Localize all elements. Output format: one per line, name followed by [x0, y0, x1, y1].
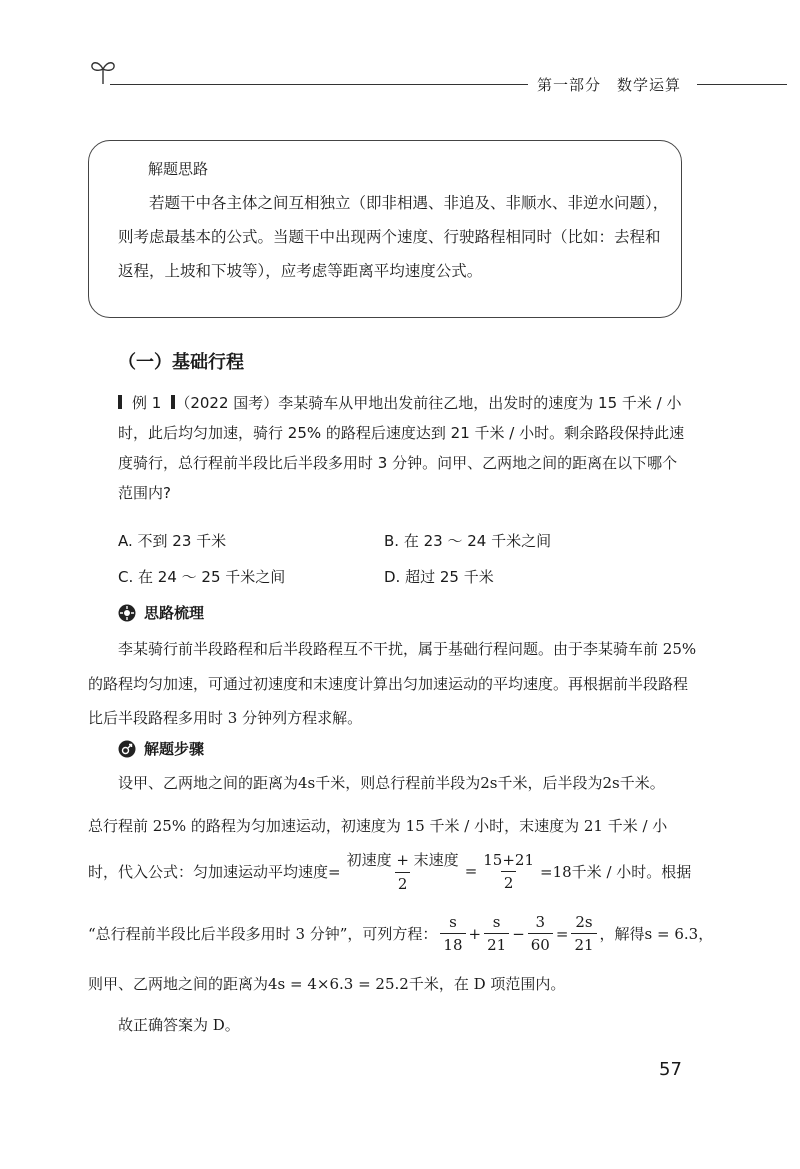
solution-icon — [118, 740, 136, 758]
fraction-denominator: 18 — [440, 933, 465, 954]
sprout-icon — [88, 56, 118, 86]
analysis-heading: 思路梳理 — [144, 604, 205, 622]
fraction-denominator: 2 — [501, 871, 517, 892]
solution-line-3-suffix: =18千米 / 小时。根据 — [540, 862, 692, 881]
header-rule-left — [110, 84, 528, 85]
equals-sign: = — [464, 862, 478, 880]
analysis-heading-row — [118, 602, 204, 623]
fraction-s-over-18 — [440, 913, 465, 954]
option-d: D. 超过 25 千米 — [384, 568, 494, 586]
solution-heading: 解题步骤 — [144, 740, 205, 758]
solution-line-2: 总行程前 25% 的路程为匀加速运动，初速度为 15 千米 / 小时，末速度为 21 千米 / 小 — [88, 817, 668, 835]
fraction-numeric — [480, 851, 537, 892]
fraction-numerator: 初速度 + 末速度 — [346, 851, 459, 869]
fraction-denominator: 2 — [395, 872, 411, 893]
page-number: 57 — [659, 1059, 682, 1080]
plus-sign: + — [468, 924, 482, 943]
solution-line-3-prefix: 时，代入公式：匀加速运动平均速度= — [88, 862, 341, 881]
fraction-3-over-60 — [528, 913, 553, 954]
fraction-denominator: 21 — [484, 933, 509, 954]
analysis-icon — [118, 604, 136, 622]
solution-heading-row — [118, 738, 204, 759]
option-c: C. 在 24 ～ 25 千米之间 — [118, 568, 286, 586]
example-text: （2022 国考）李某骑车从甲地出发前往乙地，出发时的速度为 15 千米 / 小时，此后均匀加速，骑行 25% 的路程后速度达到 21 千米 / 小时。剩余路段保持此速度骑行，总行程前半段比后半段多用时 3 分钟。问甲、乙两地之间的距离在以下哪个范围内? — [118, 394, 685, 502]
solution-line-3 — [88, 849, 691, 893]
fraction-numerator: 15+21 — [483, 850, 535, 869]
tip-box-text: 若题干中各主体之间互相独立（即非相遇、非追及、非顺水、非逆水问题），则考虑最基本的公式。当题干中出现两个速度、行驶路程相同时（比如：去程和返程，上坡和下坡等），应考虑等距离平均速度公式。 — [118, 194, 669, 280]
fraction-2s-over-21 — [571, 913, 596, 954]
solution-line-4 — [88, 913, 713, 954]
fraction-s-over-21 — [484, 913, 509, 954]
equals-sign: = — [555, 924, 569, 943]
tip-box-title: 解题思路 — [148, 160, 209, 178]
solution-line-4-prefix: “总行程前半段比后半段多用时 3 分钟”，可列方程： — [88, 925, 438, 943]
solution-line-1: 设甲、乙两地之间的距离为4s千米，则总行程前半段为2s千米，后半段为2s千米。 — [118, 774, 665, 792]
example-question — [118, 388, 688, 508]
fraction-average-speed — [344, 849, 462, 893]
header-rule-right — [697, 84, 787, 85]
running-header-title: 第一部分 数学运算 — [537, 76, 682, 94]
fraction-numerator: s — [449, 913, 457, 931]
example-marker-left — [118, 395, 122, 409]
option-b: B. 在 23 ～ 24 千米之间 — [384, 532, 552, 550]
solution-line-4-suffix: ，解得s = 6.3， — [599, 925, 714, 943]
fraction-denominator: 21 — [571, 933, 596, 954]
analysis-text: 李某骑行前半段路程和后半段路程互不干扰，属于基础行程问题。由于李某骑车前 25% 的路程均匀加速，可通过初速度和末速度计算出匀加速运动的平均速度。再根据前半段路程比后半段路程多用时 3 分钟列方程求解。 — [88, 640, 697, 727]
fraction-numerator: 2s — [575, 913, 593, 931]
option-a: A. 不到 23 千米 — [118, 532, 227, 550]
section-heading: （一）基础行程 — [118, 352, 244, 373]
example-label: 例 1 — [132, 394, 162, 412]
fraction-numerator: 3 — [535, 913, 546, 931]
solution-line-5: 则甲、乙两地之间的距离为4s = 4×6.3 = 25.2千米，在 D 项范围内。 — [88, 975, 566, 993]
minus-sign: − — [512, 924, 525, 943]
fraction-numerator: s — [492, 913, 501, 931]
solution-answer: 故正确答案为 D。 — [118, 1016, 240, 1034]
fraction-denominator: 60 — [528, 933, 553, 954]
